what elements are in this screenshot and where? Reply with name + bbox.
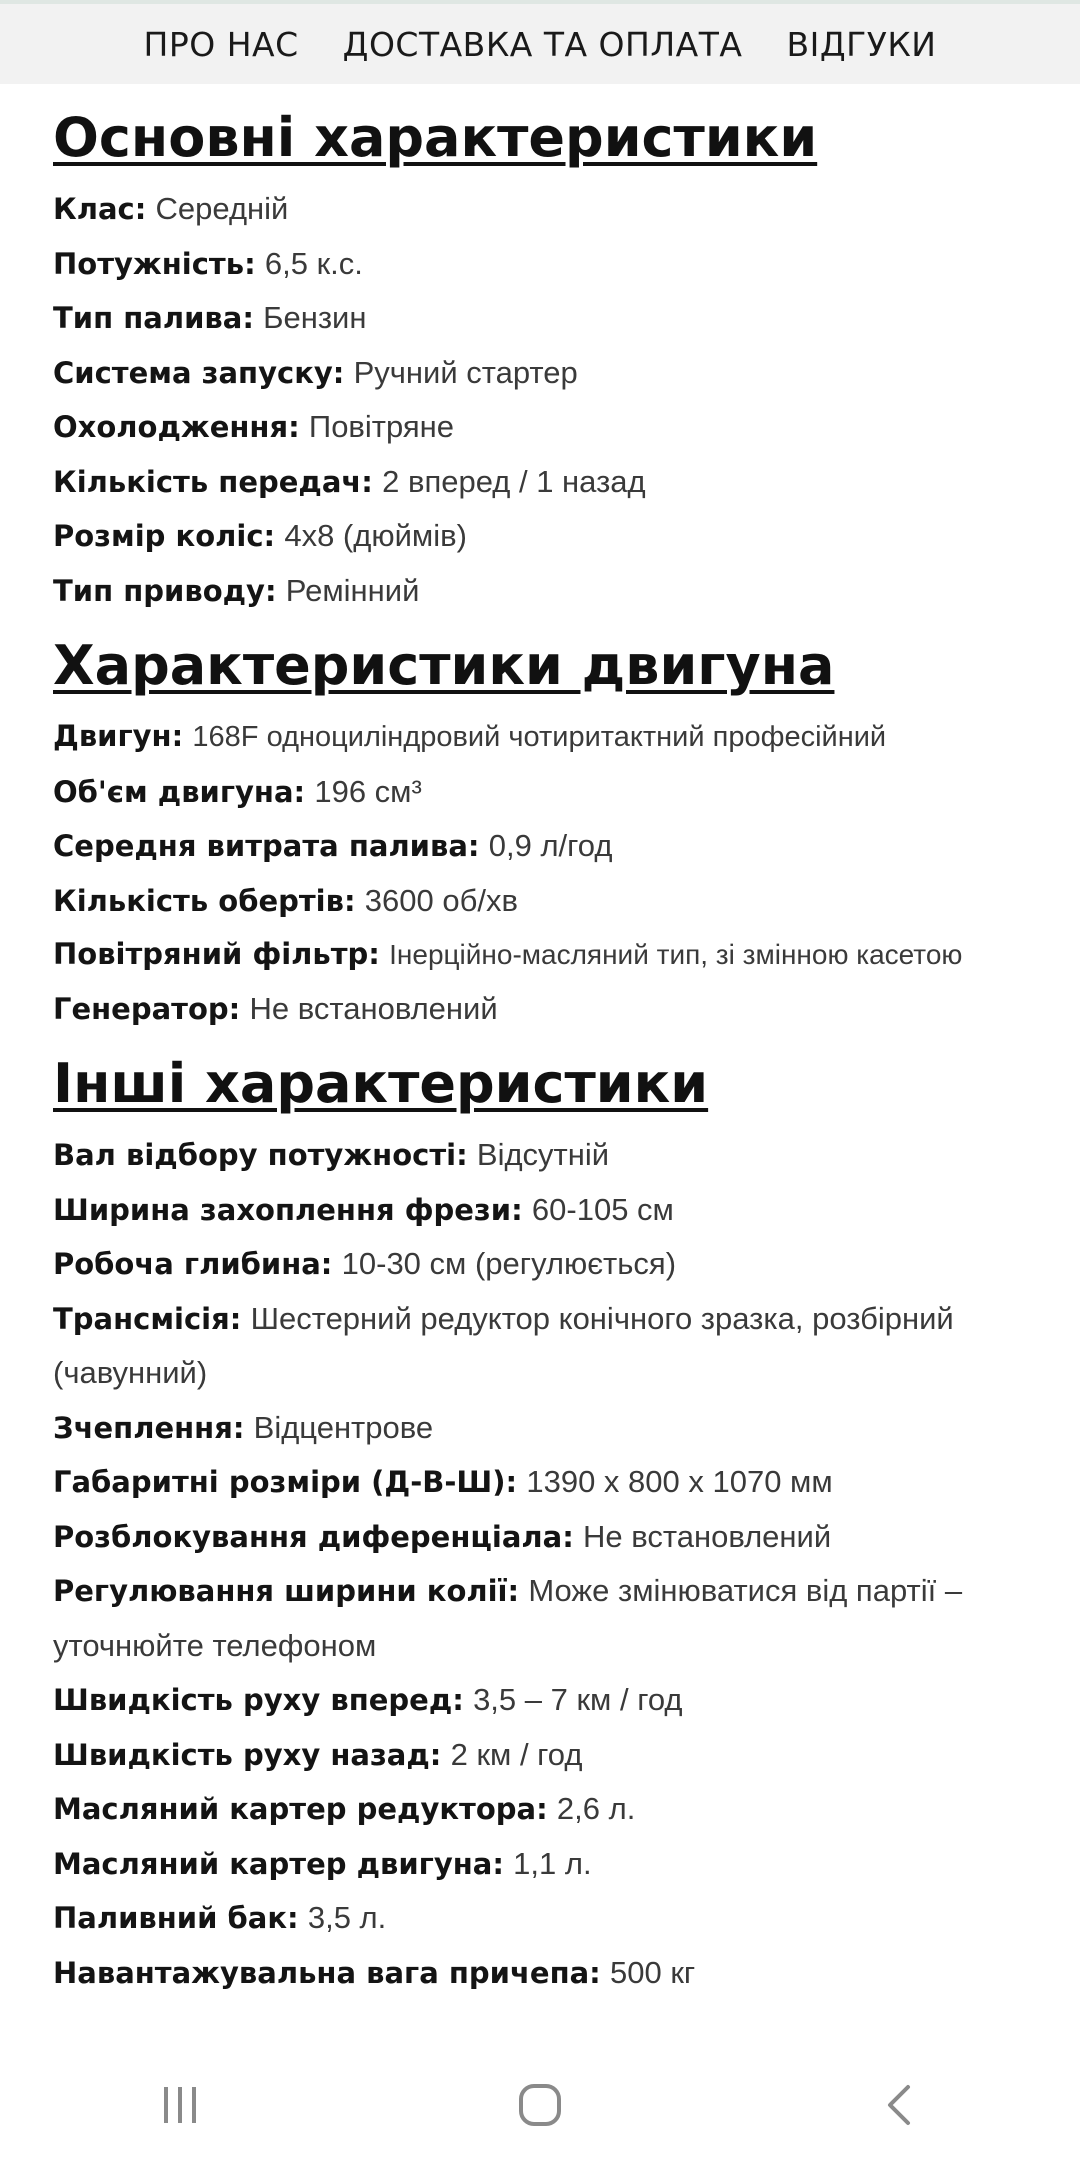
- spec-row: [53, 982, 1043, 1037]
- spec-value: 2,6 л.: [556, 1791, 636, 1826]
- spec-label: Повітряний фільтр:: [53, 937, 380, 971]
- spec-row: [53, 509, 1043, 564]
- spec-label: Швидкість руху вперед:: [53, 1683, 464, 1717]
- spec-row: [53, 1782, 1043, 1837]
- spec-row: [53, 291, 1043, 346]
- recent-apps-button[interactable]: [120, 2065, 240, 2145]
- spec-label: Вал відбору потужності:: [53, 1138, 468, 1172]
- spec-value: 4x8 (дюймів): [284, 518, 467, 553]
- spec-row: [53, 1128, 1043, 1183]
- spec-row: [53, 1455, 1043, 1510]
- spec-value: 0,9 л/год: [488, 828, 613, 863]
- home-icon: [516, 2081, 564, 2129]
- spec-label: Тип приводу:: [53, 573, 277, 608]
- spec-value: Відцентрове: [253, 1409, 434, 1445]
- spec-label: Ширина захоплення фрези:: [53, 1192, 523, 1227]
- spec-value: Може змінюватися від партії – уточнюйте телефоном: [53, 1573, 963, 1663]
- spec-label: Розмір коліс:: [53, 519, 276, 553]
- spec-row: [53, 1728, 1043, 1783]
- spec-label: Масляний картер редуктора:: [53, 1792, 548, 1826]
- spec-value: Відсутній: [476, 1137, 610, 1172]
- spec-row: [53, 455, 1043, 510]
- specs-content: [53, 100, 1043, 2010]
- spec-row: [53, 237, 1043, 292]
- spec-row: [53, 1292, 1043, 1401]
- spec-label: Тип палива:: [53, 301, 254, 335]
- spec-value: 6,5 к.с.: [264, 245, 363, 281]
- spec-value: Середній: [155, 191, 289, 226]
- home-button[interactable]: [480, 2065, 600, 2145]
- spec-label: Швидкість руху назад:: [53, 1737, 442, 1772]
- spec-value: Ремінний: [285, 572, 420, 608]
- spec-label: Масляний картер двигуна:: [53, 1846, 504, 1881]
- spec-label: Середня витрата палива:: [53, 829, 480, 863]
- spec-label: Зчеплення:: [53, 1410, 245, 1445]
- spec-value: 196 см³: [314, 773, 422, 809]
- spec-row: [53, 928, 1043, 982]
- spec-label: Система запуску:: [53, 355, 345, 390]
- spec-row: [53, 1673, 1043, 1728]
- spec-value: 60-105 см: [531, 1191, 674, 1227]
- spec-value: Шестерний редуктор конічного зразка, розбірний (чавунний): [53, 1300, 954, 1390]
- spec-label: Клас:: [53, 192, 147, 226]
- spec-value: Бензин: [263, 300, 367, 335]
- spec-value: 500 кг: [610, 1954, 696, 1990]
- spec-label: Габаритні розміри (Д-В-Ш):: [53, 1465, 518, 1499]
- spec-row: [53, 1837, 1043, 1892]
- spec-value: 1390 х 800 х 1070 мм: [526, 1464, 833, 1499]
- spec-value: 168F одноциліндровий чотиритактний професійний: [192, 721, 887, 753]
- spec-value: 1,1 л.: [513, 1845, 592, 1881]
- spec-value: 10-30 см (регулюється): [341, 1246, 677, 1281]
- spec-row: [53, 1891, 1043, 1946]
- back-icon: [880, 2081, 920, 2129]
- spec-value: Не встановлений: [583, 1518, 832, 1554]
- spec-value: Повітряне: [308, 409, 455, 444]
- spec-label: Охолодження:: [53, 410, 300, 444]
- spec-value: Не встановлений: [249, 990, 498, 1026]
- nav-link-delivery[interactable]: ДОСТАВКА ТА ОПЛАТА: [342, 24, 743, 64]
- back-button[interactable]: [840, 2065, 960, 2145]
- nav-link-about[interactable]: ПРО НАС: [143, 24, 299, 64]
- spec-row: [53, 765, 1043, 820]
- section-title-other: Інші характеристики: [53, 1052, 709, 1115]
- spec-label: Двигун:: [53, 719, 184, 753]
- spec-row: [53, 400, 1043, 455]
- spec-label: Навантажувальна вага причепа:: [53, 1955, 601, 1990]
- spec-list-other: [53, 1128, 1043, 2000]
- spec-label: Трансмісія:: [53, 1301, 242, 1336]
- spec-row: [53, 1564, 1043, 1673]
- section-title-main: Основні характеристики: [53, 106, 818, 169]
- section-title-engine: Характеристики двигуна: [53, 634, 835, 697]
- spec-row: [53, 1510, 1043, 1565]
- spec-value: 2 км / год: [450, 1736, 583, 1772]
- spec-value: 3,5 л.: [307, 1900, 387, 1935]
- nav-link-reviews[interactable]: ВІДГУКИ: [786, 24, 937, 64]
- spec-row: [53, 874, 1043, 929]
- spec-label: Кількість обертів:: [53, 883, 356, 918]
- spec-value: 3600 об/хв: [364, 882, 518, 918]
- spec-value: Інерційно-масляний тип, зі змінною касетою: [389, 939, 963, 970]
- spec-row: [53, 1946, 1043, 2001]
- spec-label: Паливний бак:: [53, 1901, 299, 1935]
- spec-value: Ручний стартер: [353, 354, 578, 390]
- spec-label: Кількість передач:: [53, 464, 373, 499]
- spec-row: [53, 710, 1043, 765]
- spec-label: Об'єм двигуна:: [53, 774, 306, 809]
- spec-row: [53, 1183, 1043, 1238]
- spec-list-main: [53, 182, 1043, 618]
- spec-value: 3,5 – 7 км / год: [473, 1682, 683, 1717]
- spec-label: Розблокування диференціала:: [53, 1519, 574, 1554]
- spec-list-engine: [53, 710, 1043, 1036]
- spec-row: [53, 819, 1043, 874]
- recent-apps-icon: [158, 2083, 202, 2127]
- spec-label: Потужність:: [53, 246, 256, 281]
- spec-label: Генератор:: [53, 991, 241, 1026]
- spec-row: [53, 1401, 1043, 1456]
- spec-label: Робоча глибина:: [53, 1247, 333, 1281]
- spec-label: Регулювання ширини колії:: [53, 1574, 520, 1608]
- spec-row: [53, 564, 1043, 619]
- spec-row: [53, 1237, 1043, 1292]
- top-nav: [0, 0, 1080, 84]
- spec-row: [53, 346, 1043, 401]
- system-nav-bar: [0, 2050, 1080, 2159]
- spec-value: 2 вперед / 1 назад: [382, 463, 646, 499]
- spec-row: [53, 182, 1043, 237]
